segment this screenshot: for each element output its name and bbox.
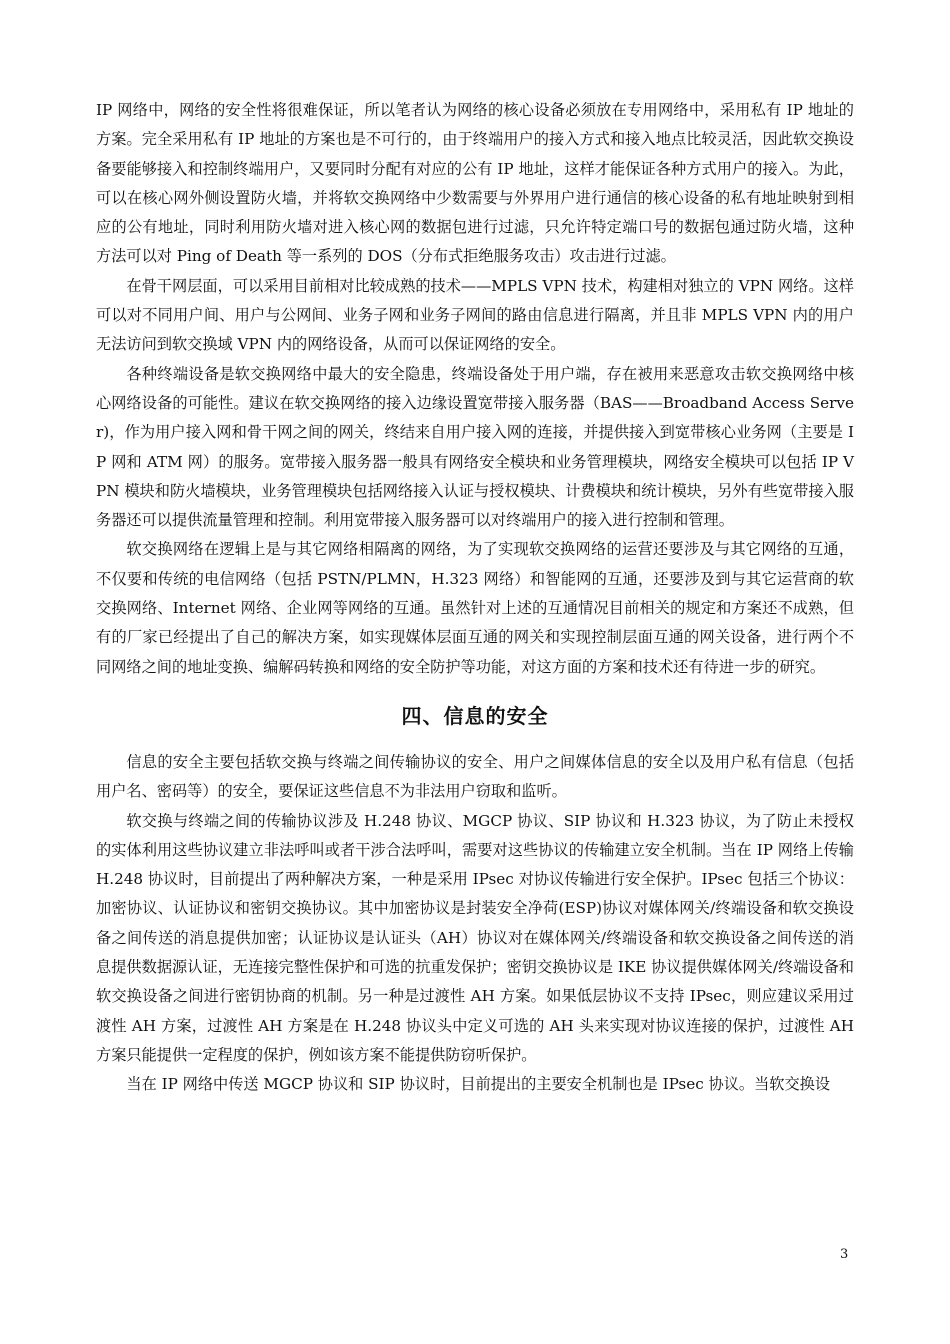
body-paragraph-info-security: 信息的安全主要包括软交换与终端之间传输协议的安全、用户之间媒体信息的安全以及用户私有信息（包括用户名、密码等）的安全，要保证这些信息不为非法用户窃取和监听。 <box>96 752 854 801</box>
body-paragraph-terminal-access: 各种终端设备是软交换网络中最大的安全隐患，终端设备处于用户端，存在被用来恶意攻击软交换网络中核心网络设备的可能性。建议在软交换网络的接入边缘设置宽带接入服务器（BAS——Broadband Access Server)，作为用户接入网和骨干网之间的网关，终结来自用户接入网的连接，并提供接入到宽带核心业务网（主要是 IP 网和 ATM 网）的服务。宽带接入服务器一般具有网络安全模块和业务管理模块，网络安全模块可以包括 IP VPN 模块和防火墙模块，业务管理模块包括网络接入认证与授权模块、计费模块和统计模块，另外有些宽带接入服务器还可以提供流量管理和控制。利用宽带接入服务器可以对终端用户的接入进行控制和管理。 <box>96 364 854 530</box>
document-page <box>96 96 854 1100</box>
body-paragraph-backbone-vpn: 在骨干网层面，可以采用目前相对比较成熟的技术——MPLS VPN 技术，构建相对独立的 VPN 网络。这样可以对不同用户间、用户与公网间、业务子网和业务子网间的路由信息进行隔离，并且非 MPLS VPN 内的用户无法访问到软交换域 VPN 内的网络设备，从而可以保证网络的安全。 <box>96 276 854 354</box>
section-heading: 四、信息的安全 <box>401 703 549 728</box>
body-paragraph-mgcp-sip: 当在 IP 网络中传送 MGCP 协议和 SIP 协议时，目前提出的主要安全机制也是 IPsec 协议。当软交换设 <box>126 1075 831 1094</box>
body-paragraph-interworking: 软交换网络在逻辑上是与其它网络相隔离的网络，为了实现软交换网络的运营还要涉及与其它网络的互通，不仅要和传统的电信网络（包括 PSTN/PLMN，H.323 网络）和智能网的互通，还要涉及到与其它运营商的软交换网络、Internet 网络、企业网等网络的互通。虽然针对上述的互通情况目前相关的规定和方案还不成熟，但有的厂家已经提出了自己的解决方案，如实现媒体层面互通的网关和实现控制层面互通的网关设备，进行两个不同网络之间的地址变换、编解码转换和网络的安全防护等功能，对这方面的方案和技术还有待进一步的研究。 <box>96 540 854 676</box>
page-number: 3 <box>840 1247 849 1262</box>
body-paragraph-protocol-security: 软交换与终端之间的传输协议涉及 H.248 协议、MGCP 协议、SIP 协议和 H.323 协议，为了防止未授权的实体利用这些协议建立非法呼叫或者干涉合法呼叫，需要对这些协议的传输建立安全机制。当在 IP 网络上传输 H.248 协议时，目前提出了两种解决方案，一种是采用 IPsec 对协议传输进行安全保护。IPsec 包括三个协议：加密协议、认证协议和密钥交换协议。其中加密协议是封装安全净荷(ESP)协议对媒体网关/终端设备和软交换设备之间传送的消息提供加密；认证协议是认证头（AH）协议对在媒体网关/终端设备和软交换设备之间传送的消息提供数据源认证，无连接完整性保护和可选的抗重发保护；密钥交换协议是 IKE 协议提供媒体网关/终端设备和软交换设备之间进行密钥协商的机制。另一种是过渡性 AH 方案。如果低层协议不支持 IPsec，则应建议采用过渡性 AH 方案，过渡性 AH 方案是在 H.248 协议头中定义可选的 AH 头来实现对协议连接的保护，过渡性 AH 方案只能提供一定程度的保护，例如该方案不能提供防窃听保护。 <box>96 811 854 1064</box>
body-paragraph-continued: IP 网络中，网络的安全性将很难保证，所以笔者认为网络的核心设备必须放在专用网络中，采用私有 IP 地址的方案。完全采用私有 IP 地址的方案也是不可行的，由于终端用户的接入方式和接入地点比较灵活，因此软交换设备要能够接入和控制终端用户，又要同时分配有对应的公有 IP 地址，这样才能保证各种方式用户的接入。为此，可以在核心网外侧设置防火墙，并将软交换网络中少数需要与外界用户进行通信的核心设备的私有地址映射到相应的公有地址，同时利用防火墙对进入核心网的数据包进行过滤，只允许特定端口号的数据包通过防火墙，这种方法可以对 Ping of Death 等一系列的 DOS（分布式拒绝服务攻击）攻击进行过滤。 <box>96 101 854 266</box>
